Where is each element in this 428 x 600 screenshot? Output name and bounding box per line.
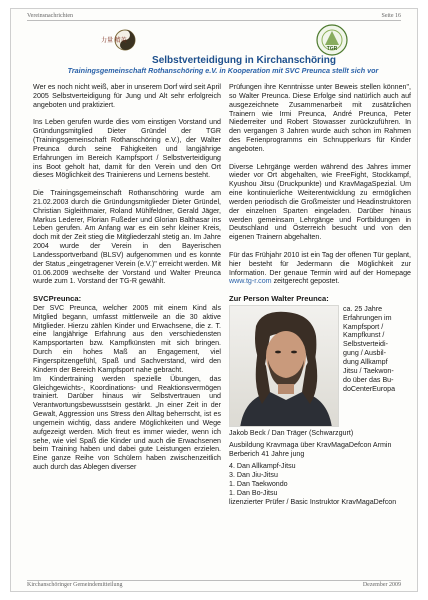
tgr-logo-text: TGR [326, 46, 338, 52]
qualification-list [229, 441, 411, 507]
paragraph-open-day [229, 251, 411, 286]
paragraph: Wer es noch nicht weiß, aber in unserem Dorf wird seit April 2005 Selbstverteidigung für Jung und Alt sehr erfolgreich angeboten und praktiziert. [33, 83, 221, 109]
person-caption: Jakob Beck / Dan Träger (Schwarzgurt) [229, 428, 354, 437]
newsletter-page [10, 8, 418, 592]
qualification-item: 3. Dan Jiu-Jitsu [229, 471, 278, 480]
logo-characters-left: 力量 精英 [101, 38, 127, 44]
open-day-text: Für das Frühjahr 2010 ist ein Tag der offenen Tür geplant, hier besteht für Jedermann die Möglichkeit zur Information. Der genaue Termin wird auf der Homepage [229, 250, 411, 277]
footer-publication: Kirchanschöringer Gemeindemitteilung [27, 582, 123, 588]
person-line: dung Allkampf [343, 358, 388, 367]
person-block [229, 305, 411, 427]
paragraph: Im Kindertraining werden spezielle Übungen, das Gleichgewichts-, Koordinations- und Reaktionsvermögen trainiert. Darüber hinaus wir Selbstvertrauen und Verantwortungsbewusstsein gestärkt. „In einer Zeit in der Gewalt, Aggression uns Stress den Alltag beherrscht, ist es ungemein wichtig, dass andere Möglichkeiten und Wege aufgezeigt werden. Mich freut es immer wieder, wenn ich sehe, wie viel Spaß die Kinder und auch die Erwachsenen beim Training haben und dabei gute Leistungen erzielen. Eine ganze Reihe von Schülern haben zwischenzeitlich auch durch das Ablegen diverser [33, 374, 221, 472]
person-line: gung / Ausbil- [343, 349, 386, 358]
section-heading-svc: SVCPreunca: [33, 294, 82, 304]
qualification-item: Ausbildung Kravmaga über KravMagaDefcon Armin Berberich 41 Jahre jung [229, 440, 392, 458]
article-title: Selbstverteidigung in Kirchanschöring [152, 55, 336, 66]
person-heading: Zur Person Walter Preunca: [229, 294, 329, 304]
left-column [33, 83, 221, 481]
person-line: ca. 25 Jahre [343, 304, 383, 313]
person-line: do über das Bu- [343, 375, 394, 384]
club-logo-left [103, 27, 147, 53]
person-line: Kampfkunst / [343, 331, 385, 340]
qualification-item: 1. Dan Taekwondo [229, 480, 288, 489]
qualification-item: 1. Dan Bo-Jitsu [229, 489, 278, 498]
homepage-link[interactable]: www.tg-r.com [229, 277, 272, 286]
paragraph: Die Trainingsgemeinschaft Rothanschöring wurde am 21.02.2003 durch die Gründungsmitglieder Dieter Gründel, Christian Sigleithmaier, Roland Mühlfeldner, Gerald Jäger, Markus Lederer, Florian Fußeder und Glorian Balthasar ins Leben gerufen. Am Anfang war es ein sehr kleiner Kreis, doch mit der Zeit stieg die Mitgliederzahl stetig an. Im Jahre 2004 wurde der Verein in den Bayerischen Landessportverband (BLSV) aufgenommen und es konnte der Status „eingetragener Verein (e.V.)" erreicht werden. Mit 01.06.2009 wechselte der Vorstand und Walter Preunca wurde zum 1. Vorstand der TG-R gewählt. [33, 189, 221, 286]
article-subtitle: Trainingsgemeinschaft Rothanschöring e.V. in Kooperation mit SVC Preunca stellt sich vor [67, 66, 379, 75]
page-footer [27, 580, 401, 588]
header-page-number: Seite 16 [381, 13, 401, 19]
page-header [27, 13, 401, 21]
paragraph: Prüfungen ihre Kenntnisse unter Beweis stellen können", so Walter Preunca. Diese Erfolge sind natürlich auch auf ausgezeichnete Zusammenarbeit mit zusätzlichen Trainern wie Irmi Preunca, André Preunca, Peter Niederreiter und Robert Stowasser zurückzuführen. In den vergangen 3 Jahren wurde auch schon im Rahmen des Ferienprogramms ein Schnupperkurs für Kinder angeboten. [229, 83, 411, 153]
person-facts [343, 305, 395, 427]
person-line: Erfahrungen im [343, 313, 392, 322]
paragraph: Diverse Lehrgänge werden während des Jahres immer wieder vor Ort abgehalten, wie FreeFight, Stockkampf, Kyushou Jitsu (Druckpunkte) und KravMagaSpezial. Um eine kontinuierliche Weiterentwicklung zu ermöglichen werden periodisch die Großmeister und Headinstruktoren der einzelnen Sparten eingeladen. Darüber hinaus werden gemeinsam Lehrgänge und Fortbildungen in Deutschland und Österreich besucht und von den eigenen Trainern abgehalten. [229, 162, 411, 242]
open-day-tail: zeitgerecht gepostet. [273, 277, 340, 286]
header-section: Vereinsnachrichten [27, 13, 73, 19]
tgr-logo [315, 23, 349, 57]
paragraph: Der SVC Preunca, welcher 2005 mit einem Kind als Mitglied begann, umfasst mittlerweile an die 30 aktive Mitglieder. Hierzu zählen Kinder und Erwachsene, die z. T. eine langjährige Erfahrung aus den verschiedensten Kampsportarten bzw. Kampfkünsten mit sich bringen. Durch ein hohes Maß an Engagement, viel Fingerspitzengefühl, Spaß und Sachverstand, wird den Kindern der Bereich Kampfsport nahe gebracht. [33, 303, 221, 374]
portrait-photo [229, 305, 339, 427]
qualification-item: 4. Dan Allkampf-Jitsu [229, 462, 296, 471]
person-line: Selbstverteidi- [343, 340, 388, 349]
qualification-item: lizenzierter Prüfer / Basic Instruktor KravMagaDefcon [229, 497, 397, 506]
footer-date: Dezember 2009 [362, 582, 401, 588]
person-line: doCenterEuropa [343, 384, 396, 393]
right-column [229, 83, 411, 507]
paragraph: Ins Leben gerufen wurde dies vom einstigen Vorstand und Gründungsmitglied Dieter Gründel der TGR (Trainingsgemeinschaft Rothanschöring e.V.), der Walter Preunca durch seine Fähigkeiten und langjährige Erfahrungen im Bereich Kampfsport / Selbstverteidigung ins Boot geholt hat, damit für den Verein und den Ort dieses Möglichkeit des Trainierens und Lernens besteht. [33, 118, 221, 180]
person-line: Jitsu / Taekwon- [343, 366, 394, 375]
person-line: Kampfsport / [343, 322, 384, 331]
